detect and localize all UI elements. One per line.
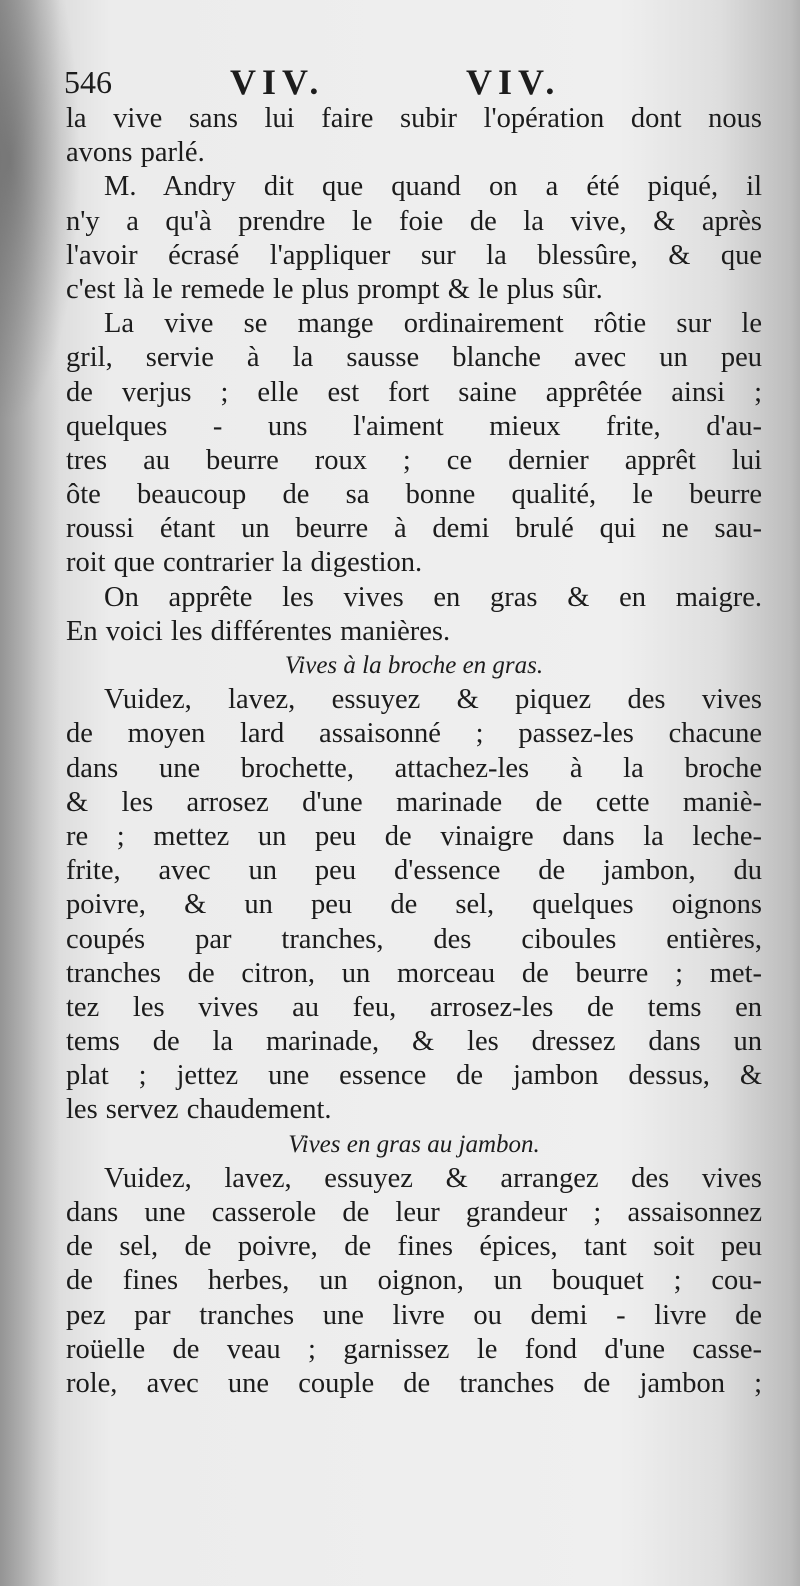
recipe-heading: Vives à la broche en gras. [284,652,544,679]
text-line: la vive sans lui faire subir l'opération dont nous [66,103,762,134]
text-line: re ; mettez un peu de vinaigre dans la leche- [66,820,762,852]
text-line: de verjus ; elle est fort saine apprêtée ainsi ; [66,376,762,408]
text-line: plat ; jettez une essence de jambon dessus, & [66,1060,762,1092]
binding-shadow [0,0,60,1586]
paragraph-start-line: La vive se mange ordinairement rôtie sur le [104,308,762,340]
text-line: de fines herbes, un oignon, un bouquet ; cou- [66,1265,762,1297]
text-line: quelques - uns l'aiment mieux frite, d'au- [66,410,762,442]
text-line: En voici les différentes manières. [66,615,451,647]
text-line: dans une brochette, attachez-les à la broche [66,752,762,784]
text-line: dans une casserole de leur grandeur ; assaisonnez [66,1197,762,1228]
body-text [66,102,762,1401]
text-line: tres au beurre roux ; ce dernier apprêt lui [66,444,762,476]
paragraph-start-line: M. Andry dit que quand on a été piqué, il [104,171,762,203]
text-line: les servez chaudement. [66,1094,332,1126]
text-line: roüelle de veau ; garnissez le fond d'une casse- [66,1333,762,1365]
paragraph-start-line: Vuidez, lavez, essuyez & arrangez des vives [104,1162,762,1194]
text-line: avons parlé. [66,137,205,169]
running-head-right: VIV. [466,62,561,102]
running-head-left: VIV. [230,62,325,102]
text-line: c'est là le remede le plus prompt & le plus sûr. [66,273,603,305]
text-line: gril, servie à la sausse blanche avec un peu [66,342,762,374]
text-line: poivre, & un peu de sel, quelques oignons [66,889,762,921]
text-line: ôte beaucoup de sa bonne qualité, le beurre [66,479,762,511]
text-line: de sel, de poivre, de fines épices, tant soit peu [66,1231,762,1263]
text-line: tranches de citron, un morceau de beurre ; met- [66,957,762,989]
paragraph-start-line: Vuidez, lavez, essuyez & piquez des vives [104,684,762,716]
text-line: & les arrosez d'une marinade de cette maniè- [66,786,762,818]
text-line: roussi étant un beurre à demi brulé qui ne sau- [66,513,762,545]
paragraph-start-line: On apprête les vives en gras & en maigre. [104,581,762,613]
text-line: frite, avec un peu d'essence de jambon, du [66,855,762,887]
text-line: n'y a qu'à prendre le foie de la vive, & après [66,205,762,237]
text-line: roit que contrarier la digestion. [66,547,423,579]
text-line: tems de la marinade, & les dressez dans un [66,1026,762,1058]
text-line: pez par tranches une livre ou demi - livre de [66,1299,762,1331]
text-line: tez les vives au feu, arrosez-les de tems en [66,991,762,1023]
page-number: 546 [64,64,112,100]
text-line: l'avoir écrasé l'appliquer sur la blessûre, & que [66,239,762,271]
text-line: role, avec une couple de tranches de jambon ; [66,1367,762,1399]
text-line: de moyen lard assaisonné ; passez-les chacune [66,718,762,750]
page-header [64,60,704,104]
recipe-heading: Vives en gras au jambon. [288,1130,540,1158]
text-line: coupés par tranches, des ciboules entières, [66,923,762,955]
